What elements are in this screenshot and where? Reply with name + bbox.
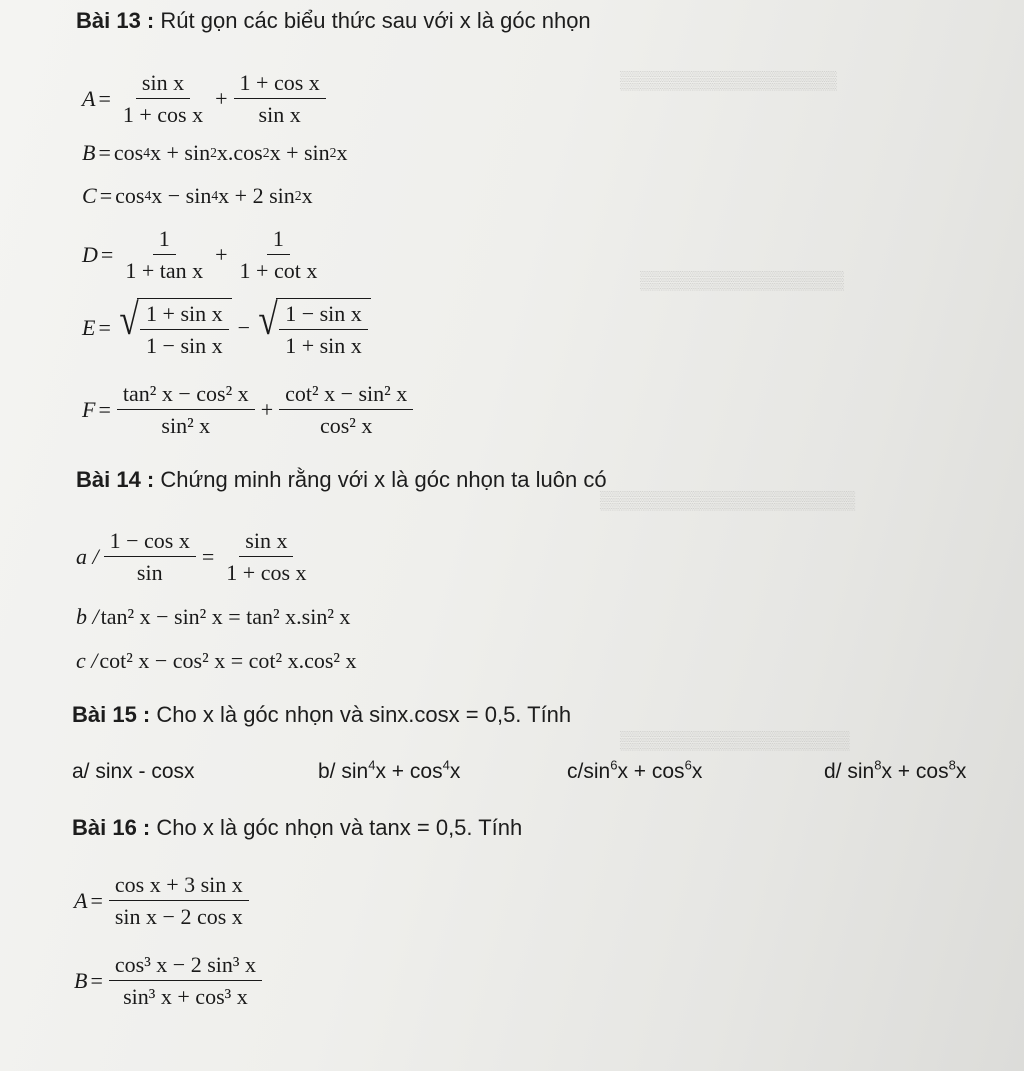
numerator: sin x: [136, 70, 190, 99]
fraction: [220, 528, 312, 586]
task-text: x: [691, 760, 703, 783]
proof-a: a / $\frac{\text{1 − cos x}}{\sin}$ = $\frac{\text{sin x}}{\text{1 + cos x}}$: [76, 528, 316, 586]
exercise-13-heading: [76, 8, 591, 34]
task-text: d/ sin: [824, 760, 875, 783]
identity: tan² x − sin² x = tan² x.sin² x: [100, 604, 351, 629]
numerator: 1 − cos x: [104, 528, 196, 557]
denominator: 1 + cos x: [226, 560, 307, 586]
square-root: √ $\frac{\text{1 + sin x}}{\text{1 − sin x}}$: [117, 298, 232, 359]
expr-part: x + sin: [269, 140, 330, 165]
exercise-16-number: Bài 16 :: [72, 815, 151, 840]
bleed-through-text: ▒▒▒▒▒▒▒▒▒▒▒▒▒▒▒▒: [640, 270, 845, 290]
denominator: 1 + cot x: [239, 258, 318, 284]
denominator: sin: [136, 560, 163, 586]
numerator: 1 + cos x: [234, 70, 326, 99]
expression-c: C = cos 4 x − sin 4 x + 2 sin 2 x: [82, 183, 313, 208]
fraction: [234, 226, 324, 284]
fraction: [234, 70, 326, 128]
exercise-15-heading: [72, 702, 571, 728]
exponent: 8: [948, 757, 956, 773]
bleed-through-text: ▒▒▒▒▒▒▒▒▒▒▒▒▒▒▒▒▒▒▒▒: [600, 490, 856, 510]
denominator: cos² x: [319, 413, 373, 439]
denominator: 1 − sin x: [146, 333, 223, 359]
expression-f: F = $\frac{\text{tan² x − cos² x}}{\text{sin² x}}$ + $\frac{\text{cot² x − sin² x}}{\text{cos² x}}$: [82, 381, 416, 439]
fraction: [109, 872, 249, 930]
denominator: sin x: [258, 102, 301, 128]
expr-part: cos: [115, 183, 145, 208]
exercise-16-title: Cho x là góc nhọn và tanx = 0,5. Tính: [150, 815, 523, 840]
exponent: 6: [684, 757, 692, 773]
fraction: [117, 70, 209, 128]
numerator: cos x + 3 sin x: [109, 872, 249, 901]
denominator: sin x − 2 cos x: [114, 904, 243, 930]
expr-part: x − sin: [151, 183, 212, 208]
bleed-through-text: ▒▒▒▒▒▒▒▒▒▒▒▒▒▒▒▒▒: [620, 70, 837, 90]
numerator: 1: [267, 226, 290, 255]
exercise-13-title: Rút gọn các biểu thức sau với x là góc nhọn: [154, 8, 591, 33]
expression-b: B = cos 4 x + sin 2 x.cos 2 x + sin 2 x: [82, 140, 348, 165]
exponent: 8: [874, 757, 882, 773]
task-15c: [567, 757, 703, 784]
exercise-14-title: Chứng minh rằng với x là góc nhọn ta luôn có: [154, 467, 607, 492]
fraction: [140, 301, 229, 359]
numerator: sin x: [239, 528, 293, 557]
exponent: 6: [610, 757, 618, 773]
task-text: x + cos: [375, 760, 443, 783]
fraction: [279, 381, 413, 439]
exercise-16-heading: [72, 815, 522, 841]
denominator: 1 + cos x: [122, 102, 204, 128]
expr-part: x: [336, 140, 348, 165]
fraction: [109, 952, 262, 1010]
exercise-15-number: Bài 15 :: [72, 702, 151, 727]
fraction: [119, 226, 209, 284]
denominator: 1 + sin x: [285, 333, 362, 359]
expression-label: B: [82, 140, 96, 165]
numerator: tan² x − cos² x: [117, 381, 255, 410]
task-text: x + cos: [881, 760, 949, 783]
square-root: √ $\frac{\text{1 − sin x}}{\text{1 + sin x}}$: [256, 298, 371, 359]
expr-part: x.cos: [216, 140, 263, 165]
exercise-13-number: Bài 13 :: [76, 8, 155, 33]
fraction: [279, 301, 368, 359]
identity: cot² x − cos² x = cot² x.cos² x: [99, 648, 357, 673]
task-text: b/ sin: [318, 760, 369, 783]
task-text: x + cos: [617, 760, 685, 783]
proof-b: [76, 604, 350, 630]
task-15a: [72, 760, 195, 784]
expression-16a: A = $\frac{\text{cos x + 3 sin x}}{\text{sin x − 2 cos x}}$: [74, 872, 252, 930]
exercise-14-number: Bài 14 :: [76, 467, 155, 492]
expression-label: A: [74, 887, 88, 913]
task-15d: [824, 757, 967, 784]
numerator: 1: [153, 226, 176, 255]
expr-part: cos: [113, 140, 144, 165]
denominator: sin³ x + cos³ x: [123, 984, 248, 1010]
numerator: 1 − sin x: [279, 301, 368, 330]
bleed-through-text: ▒▒▒▒▒▒▒▒▒▒▒▒▒▒▒▒▒▒: [620, 730, 850, 750]
fraction: [117, 381, 255, 439]
task-text: c/sin: [567, 760, 611, 783]
proof-c: [76, 648, 357, 674]
expression-a: A = $\frac{\text{sin x}}{\text{1 + cos x}}$ + $\frac{\text{1 + cos x}}{\text{sin x}}$: [82, 70, 329, 128]
denominator: 1 + tan x: [125, 258, 204, 284]
expression-16b: B = $\frac{\text{cos³ x − 2 sin³ x}}{\text{sin³ x + cos³ x}}$: [74, 952, 265, 1010]
expression-d: D = $\frac{1}{\text{1 + tan x}}$ + $\frac{1}{\text{1 + cot x}}$: [82, 226, 326, 284]
numerator: cos³ x − 2 sin³ x: [109, 952, 262, 981]
exercise-15-title: Cho x là góc nhọn và sinx.cosx = 0,5. Tính: [150, 702, 572, 727]
expression-label: B: [74, 967, 88, 993]
expr-part: x: [301, 183, 313, 208]
expr-part: x + 2 sin: [218, 183, 295, 208]
fraction: [104, 528, 196, 586]
task-text: x: [955, 760, 967, 783]
task-text: a/ sinx - cosx: [72, 760, 195, 783]
expression-label: C: [82, 183, 97, 208]
numerator: cot² x − sin² x: [279, 381, 413, 410]
task-text: x: [449, 760, 461, 783]
numerator: 1 + sin x: [140, 301, 229, 330]
exponent: 4: [368, 757, 376, 773]
expression-label: A: [82, 85, 96, 111]
part-label: c /: [76, 648, 98, 673]
exponent: 4: [442, 757, 450, 773]
expression-e: E = √ $\frac{\text{1 + sin x}}{\text{1 − sin x}}$ − √ $\frac{\text{1 − sin x}}{\text{1 + sin x}}$: [82, 298, 374, 359]
expression-label: E: [82, 315, 96, 341]
expr-part: x + sin: [150, 140, 211, 165]
task-15b: [318, 757, 461, 784]
denominator: sin² x: [161, 413, 211, 439]
part-label: a /: [76, 543, 99, 569]
expression-label: F: [82, 396, 96, 422]
exercise-14-heading: [76, 467, 607, 493]
part-label: b /: [76, 604, 99, 629]
expression-label: D: [82, 241, 98, 267]
